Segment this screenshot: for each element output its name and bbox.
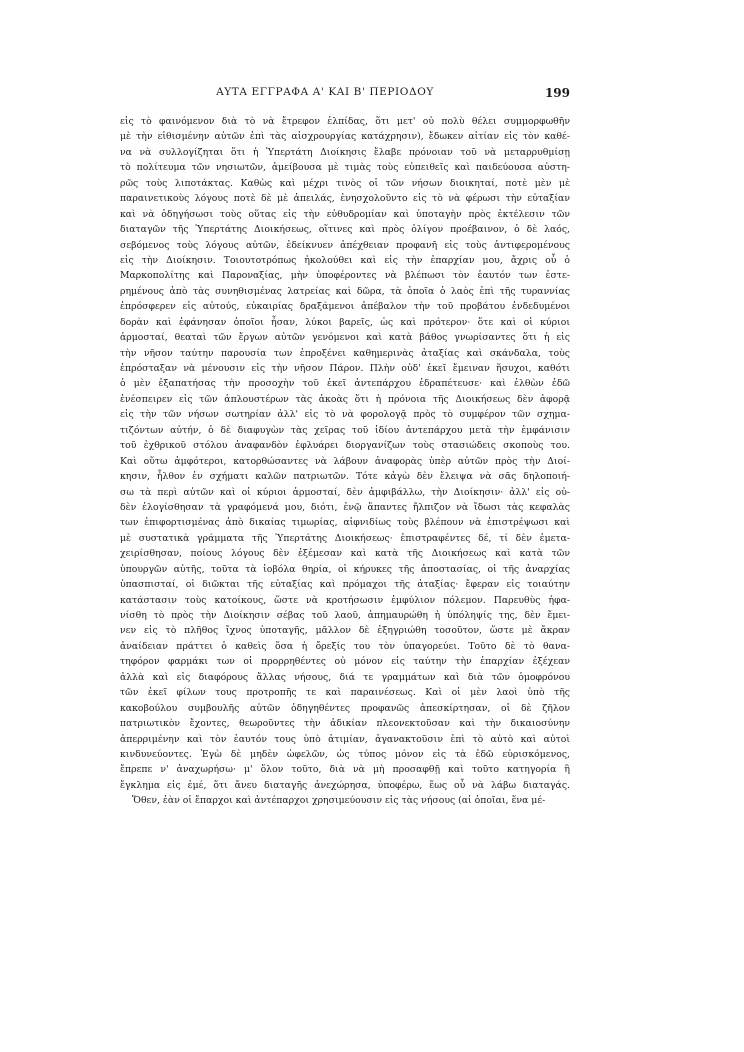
text-line: ρημένους ἀπὸ τὰς συνηθισμένας λατρείας καὶ δῶρα, τὰ ὁποῖα ὁ λαὸς ἐπὶ τῆς τυραννίας bbox=[120, 285, 570, 297]
text-line: των ἐπιφορτισμένας ἀπὸ δικαίας τιμωρίας, αἰφνιδίως τοὺς βλέπουν νὰ ἐπιστρέψωσι καὶ bbox=[120, 517, 570, 529]
text-line: Ὅθεν, ἐὰν οἱ ἔπαρχοι καὶ ἀντέπαρχοι χρησιμεύουσιν εἰς τὰς νήσους (αἱ ὁποῖαι, ἕνα μέ- bbox=[132, 795, 546, 807]
text-line: τοῦ ἐχθρικοῦ στόλου ἀναφανδὸν ἐφλυάρει διοργανίζων τοὺς στασιώδεις σκοποὺς του. bbox=[120, 440, 570, 452]
text-line: ὑπουργῶν αὐτῆς, τοῦτα τὰ ἰοβόλα θηρία, οἱ κήρυκες τῆς ἀποστασίας, οἱ τῆς ἀναρχίας bbox=[120, 563, 570, 575]
text-line: νεν εἰς τὸ πλῆθος ἴχνος ὑποταγῆς, μᾶλλον δὲ ἐξηγριώθη τοσοῦτον, ὥστε μὲ ἄκραν bbox=[120, 625, 570, 637]
page-number: 199 bbox=[544, 86, 570, 100]
text-line: σεβόμενος τοὺς λόγους αὐτῶν, ἐδείκνυεν ἀπέχθειαν προφανῆ εἰς τοὺς ἀντιφερομένους bbox=[120, 239, 570, 251]
text-line: καὶ νὰ ὁδηγήσωσι τοὺς οὕτας εἰς τὴν εὐθυδρομίαν καὶ ὑποταγὴν πρὸς ἐκτέλεσιν τῶν bbox=[120, 208, 570, 220]
text-line: τηφόρον φαρμάκι των οἱ προρρηθέντες οὐ μόνον εἰς ταύτην τὴν ἐπαρχίαν ἐξέχεαν bbox=[120, 656, 570, 668]
text-line: κατάστασιν τοὺς κατοίκους, ὥστε νὰ κροτήσωσιν ἐμφύλιον πόλεμον. Παρευθὺς ἠφα- bbox=[120, 594, 570, 606]
text-line: τιζόντων αὐτήν, ὁ δὲ διαφυγὼν τὰς χεῖρας τοῦ ἰδίου ἀντεπάρχου μετὰ τὴν ἐμφάνισιν bbox=[120, 424, 570, 436]
text-line: μὲ συστατικὰ γράμματα τῆς Ὑπερτάτης Διοικήσεως· ἐπιστραφέντες δέ, τί δὲν ἐμετα- bbox=[120, 532, 570, 544]
text-line: ἔπρεπε ν' ἀναχωρήσω· μ' ὅλον τοῦτο, διὰ νὰ μὴ προσαφθῇ καὶ τοῦτο κατηγορία ἢ bbox=[120, 764, 570, 776]
text-line: ἀλλὰ καὶ εἰς διαφόρους ἄλλας νήσους, διά τε γραμμάτων καὶ διὰ τῶν ὁμοφρόνου bbox=[120, 671, 570, 683]
text-line: εἰς τὴν Διοίκησιν. Τοιουτοτρόπως ἠκολούθει καὶ εἰς τὴν ἐπαρχίαν μου, ἄχρις οὗ ὁ bbox=[120, 254, 570, 266]
text-line: ἐπρόσταξαν νὰ μένουσιν εἰς τὴν νῆσον Πάρον. Πλὴν οὐδ' ἐκεῖ ἔμειναν ἥσυχοι, καθότι bbox=[120, 363, 570, 374]
text-line: ἀπερριμένην καὶ τὸν ἑαυτόν τους ὑπὸ ἀτιμίαν, ἀγανακτοῦσιν ἐπὶ τὸ αὐτὸ καὶ αὐτοὶ bbox=[120, 733, 570, 745]
text-line: χειρίσθησαν, ποίους λόγους δὲν ἐξέμεσαν καὶ κατὰ τῆς Διοικήσεως καὶ κατὰ τῶν bbox=[120, 548, 570, 560]
running-header bbox=[120, 86, 570, 102]
text-line: Μαρκοπολίτης καὶ Παροναξίας, μὴν ὑποφέροντες νὰ βλέπωσι τὸν ἑαυτόν των ἐστε- bbox=[120, 270, 570, 282]
text-line: ρῶς τοὺς λιποτάκτας. Καθὼς καὶ μέχρι τινὸς οἱ τῶν νήσων διοικηταί, ποτὲ μὲν μὲ bbox=[120, 177, 570, 189]
running-title: ΑΥΤΑ ΕΓΓΡΑΦΑ Α' ΚΑΙ Β' ΠΕΡΙΟΔΟΥ bbox=[216, 86, 434, 98]
text-line: ἔγκλημα εἰς ἐμέ, ὅτι ἄνευ διαταγῆς ἀνεχώρησα, ὑποφέρω, ἕως οὗ νὰ λάβω διαταγάς. bbox=[120, 779, 570, 791]
body-text bbox=[120, 114, 570, 809]
text-line: Καὶ οὕτω ἀμφότεροι, κατορθώσαντες νὰ λάβουν ἀναφορὰς ὑπὲρ αὐτῶν πρὸς τὴν Διοί- bbox=[120, 455, 570, 467]
text-line: διαταγῶν τῆς Ὑπερτάτης Διοικήσεως, οἵτινες καὶ πρὸς ὀλίγον προέβαινον, ὁ δὲ λαός, bbox=[120, 224, 570, 236]
text-line: σω τὰ περὶ αὐτῶν καὶ οἱ κύριοι ἁρμοσταί, δὲν ἀμφιβάλλω, τὴν Διοίκησιν· ἀλλ' εἰς οὐ- bbox=[120, 486, 570, 498]
text-line: ἐπρόσφερεν εἰς αὐτούς, εὐκαιρίας δραξάμενοι ἀπέβαλον τὴν τοῦ προβάτου ἐνδεδυμένοι bbox=[120, 301, 570, 313]
text-line: κινδυνεύοντες. Ἐγὼ δὲ μηδὲν ὠφελῶν, ὡς τύπος μόνον εἰς τὰ ἐδῶ εὑρισκόμενος, bbox=[120, 748, 570, 760]
text-line: δὲν ἐλογίσθησαν τὰ γραφόμενά μου, διότι, ἐνῷ ἅπαντες ἤλπιζον νὰ ἴδωσι τὰς κεφαλὰς bbox=[120, 501, 570, 513]
text-line: εἰς τὴν τῶν νήσων σωτηρίαν ἀλλ' εἰς τὸ νὰ φορολογᾷ πρὸς τὸ συμφέρον τῶν σχημα- bbox=[120, 409, 570, 421]
text-line: τὸ πολίτευμα τῶν νησιωτῶν, ἀμείβουσα μὲ τιμὰς τοὺς εὐπειθεῖς καὶ παιδεύουσα αὐστη- bbox=[120, 162, 570, 174]
text-line: πατριωτικὸν ἔχοντες, θεωροῦντες τὴν ἀδικίαν πλεονεκτοῦσαν καὶ τὴν δικαιοσύνην bbox=[120, 718, 570, 730]
text-line: ὁ μὲν ἐξαπατήσας τὴν προσοχὴν τοῦ ἐκεῖ ἀντεπάρχου ἐδραπέτευσε· καὶ ἐλθὼν ἐδῶ bbox=[120, 378, 570, 390]
text-line: τῶν ἐκεῖ φίλων τους προτροπῆς τε καὶ παραινέσεως. Καὶ οἱ μὲν λαοὶ ὑπὸ τῆς bbox=[120, 687, 570, 699]
text-line: κησιν, ἦλθον ἐν σχήματι καλῶν πατριωτῶν. Τότε κἀγὼ δὲν ἔλειψα νὰ σᾶς δηλοποιή- bbox=[120, 471, 570, 483]
text-line: να νὰ συλλογίζηται ὅτι ἡ Ὑπερτάτη Διοίκησις ἔλαβε πρόνοιαν τοῦ νὰ μεταρρυθμίσῃ bbox=[120, 146, 570, 158]
text-line: κακοβούλου συμβουλῆς αὐτῶν ὁδηγηθέντες προφανῶς ἀπεσκίρτησαν, οἱ δὲ ζῆλον bbox=[120, 702, 570, 714]
text-line: ἀναίδειαν πράττει ὁ καθεὶς ὅσα ἡ ὄρεξίς του τὸν ὑπαγορεύει. Τοῦτο δὲ τὸ θανα- bbox=[120, 640, 570, 652]
text-line: μὲ τὴν εἰθισμένην αὐτῶν ἐπὶ τὰς αἰσχρουργίας κατάχρησιν), ἔδωκεν αἰτίαν εἰς τὸν καθέ- bbox=[120, 131, 570, 143]
text-line: νίσθη τὸ πρὸς τὴν Διοίκησιν σέβας τοῦ λαοῦ, ἀπημαυρώθη ἡ ὑπόληψίς της, δὲν ἔμει- bbox=[120, 610, 570, 621]
text-line: ἐνέσπειρεν εἰς τῶν ἁπλουστέρων τὰς ἀκοὰς ὅτι ἡ πρόνοια τῆς Διοικήσεως δὲν ἀφορᾷ bbox=[120, 393, 570, 405]
text-line: ἁρμοσταί, θεαταὶ τῶν ἔργων αὐτῶν γενόμενοι καὶ κατὰ βάθος γνωρίσαντες ὅτι ἡ εἰς bbox=[120, 332, 570, 344]
text-line: ὑπασπισταί, οἱ διῶκται τῆς εὐταξίας καὶ πρόμαχοι τῆς ἀταξίας· ἔφεραν εἰς τοιαύτην bbox=[120, 579, 570, 591]
text-line: τὴν νῆσον ταύτην παρουσία των ἐπροξένει καθημερινὰς ἀταξίας καὶ σκάνδαλα, τοὺς bbox=[120, 347, 570, 359]
text-line: δορὰν καὶ ἐφάνησαν ὁποῖοι ἦσαν, λύκοι βαρεῖς, ὡς καὶ πρότερον· ὅτε καὶ οἱ κύριοι bbox=[120, 316, 570, 328]
text-line: παραινετικοὺς λόγους ποτὲ δὲ μὲ ἀπειλάς, ἐνησχολοῦντο εἰς τὸ νὰ φέρωσι τὴν εὐταξίαν bbox=[120, 193, 570, 205]
text-line: εἰς τὸ φαινόμενον διὰ τὸ νὰ ἔτρεφον ἐλπίδας, ὅτι μετ' οὐ πολὺ θέλει συμμορφωθῆν bbox=[120, 116, 570, 127]
